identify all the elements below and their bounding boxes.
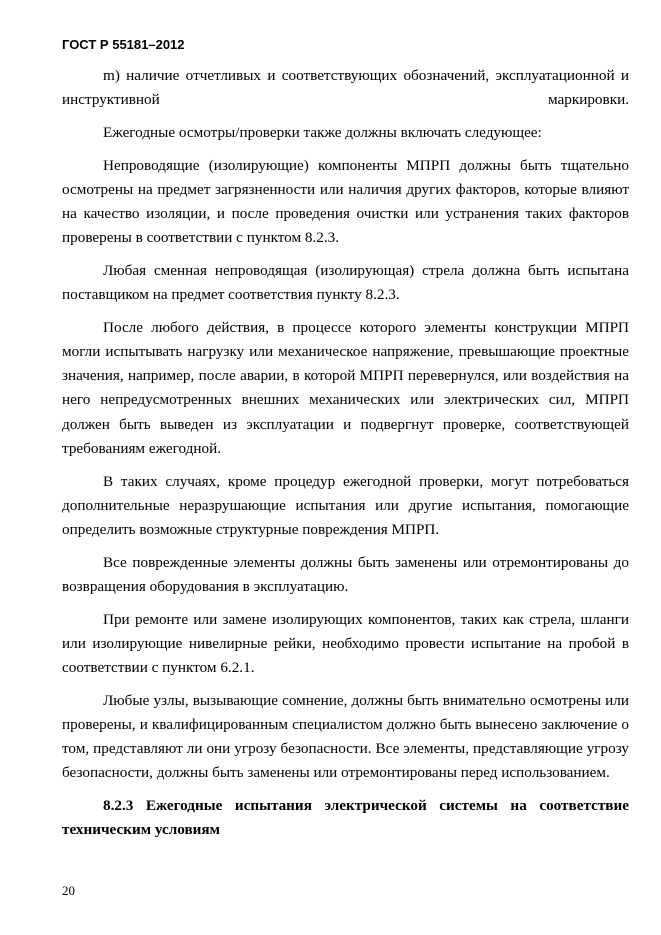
paragraph-after-overload: После любого действия, в процессе которого элементы конструкции МПРП могли испытывать нагрузку или механическое напряжение, превышающие проектные значения, например, после аварии, в которой МПРП перевернулся, или воздействия на него непредусмотренных внешних механических или электрических сил, МПРП должен быть выведен из эксплуатации и подвергнут проверке, соответствующей требованиям ежегодной. [62,318,629,457]
paragraph-doubtful-units: Любые узлы, вызывающие сомнение, должны быть внимательно осмотрены или проверены, и квалифицированным специалистом должно быть вынесено заключение о том, представляют ли они угрозу безопасности. Все элементы, представляющие угрозу безопасности, должны быть заменены или отремонтированы перед использованием. [62,691,629,782]
section-heading-8-2-3: 8.2.3 Ежегодные испытания электрической системы на соответствие техническим условиям [62,796,629,839]
paragraph-item-m: m) наличие отчетливых и соответствующих обозначений, эксплуатационной и инструктивной маркировки. [62,67,629,109]
document-body [62,64,629,842]
paragraph-replaceable-boom: Любая сменная непроводящая (изолирующая) стрела должна быть испытана поставщиком на предмет соответствия пункту 8.2.3. [62,261,629,304]
paragraph-damaged-elements: Все поврежденные элементы должны быть заменены или отремонтированы до возвращения оборудования в эксплуатацию. [62,553,629,595]
paragraph-repair-insulating: При ремонте или замене изолирующих компонентов, таких как стрела, шланги или изолирующие нивелирные рейки, необходимо провести испытание на пробой в соответствии с пунктом 6.2.1. [62,610,629,676]
paragraph-insulating-components: Непроводящие (изолирующие) компоненты МПРП должны быть тщательно осмотрены на предмет загрязненности или наличия других факторов, которые влияют на качество изоляции, и после проведения очистки или устранения таких факторов проверены в соответствии с пунктом 8.2.3. [62,156,629,247]
page-number: 20 [62,883,75,898]
paragraph-annual-checks-intro: Ежегодные осмотры/проверки также должны включать следующее: [103,123,542,141]
paragraph-additional-tests: В таких случаях, кроме процедур ежегодной проверки, могут потребоваться дополнительные неразрушающие испытания или другие испытания, помогающие определить возможные структурные повреждения МПРП. [62,472,629,538]
standard-header: ГОСТ Р 55181–2012 [62,37,185,52]
